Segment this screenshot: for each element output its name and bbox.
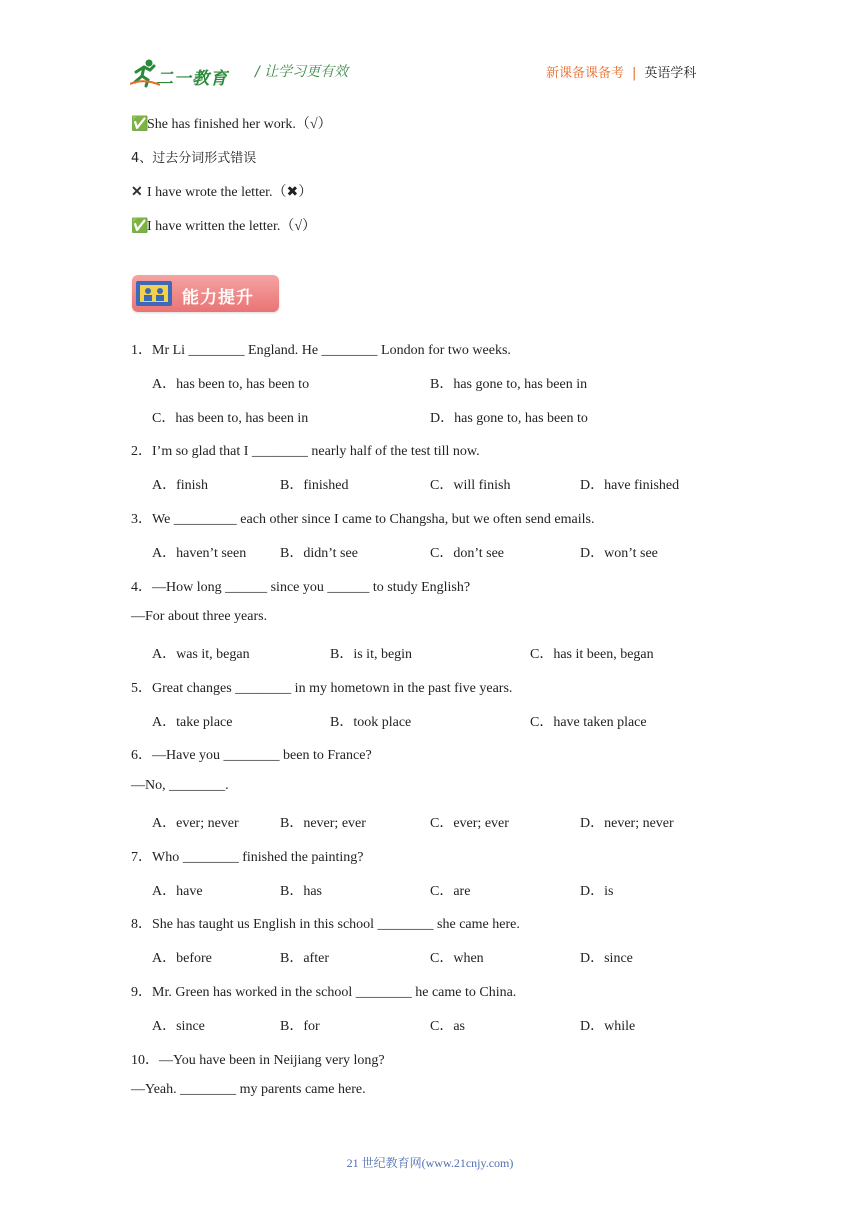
people-icon	[136, 281, 172, 306]
option: D．while	[580, 1019, 636, 1034]
question-9: 9．Mr. Green has worked in the school ________ he came to China.	[131, 985, 517, 1000]
option: D．have finished	[580, 478, 680, 493]
option: C．ever; ever	[430, 816, 509, 831]
option: A．has been to, has been to	[152, 377, 310, 392]
question-6: 6．—Have you ________ been to France?	[131, 748, 372, 763]
option: B．has	[280, 884, 322, 899]
option: A．take place	[152, 715, 233, 730]
option: C．don’t see	[430, 546, 505, 561]
question-5: 5．Great changes ________ in my hometown in the past five years.	[131, 681, 513, 696]
question-6-answer-line: —No, ________.	[131, 778, 229, 793]
option: D．since	[580, 951, 633, 966]
question-10-answer-line: —Yeah. ________ my parents came here.	[131, 1082, 366, 1097]
option: A．have	[152, 884, 203, 899]
question-10: 10．—You have been in Neijiang very long?	[131, 1053, 385, 1068]
header-subject-label: 英语学科	[644, 66, 697, 81]
option: A．ever; never	[152, 816, 239, 831]
question-3: 3．We _________ each other since I came to Changsha, but we often send emails.	[131, 512, 595, 527]
check-icon: ✅	[131, 219, 149, 234]
option: C．will finish	[430, 478, 511, 493]
correct-example-1	[131, 113, 332, 133]
header-separator: |	[632, 66, 637, 81]
option: C．has been to, has been in	[152, 411, 309, 426]
question-7: 7．Who ________ finished the painting?	[131, 850, 364, 865]
option: B．finished	[280, 478, 349, 493]
slogan: / 让学习更有效	[255, 64, 349, 80]
option: B．has gone to, has been in	[430, 377, 588, 392]
option: A．before	[152, 951, 212, 966]
wrong-example	[131, 181, 312, 201]
option: A．haven’t seen	[152, 546, 247, 561]
option: A．since	[152, 1019, 205, 1034]
logo-text: 二一教育	[156, 69, 228, 89]
cross-icon: ✕	[131, 185, 143, 200]
option: B．for	[280, 1019, 320, 1034]
option: C．as	[430, 1019, 465, 1034]
check-icon: ✅	[131, 117, 149, 132]
option: D．has gone to, has been to	[430, 411, 588, 426]
option: C．are	[430, 884, 471, 899]
example-text: She has finished her work.（√）	[147, 117, 332, 132]
option: B．is it, begin	[330, 647, 413, 662]
option: D．never; never	[580, 816, 674, 831]
question-4: 4．—How long ______ since you ______ to study English?	[131, 580, 471, 595]
option: C．have taken place	[530, 715, 647, 730]
logo	[130, 58, 255, 88]
option: D．is	[580, 884, 614, 899]
example-text: I have wrote the letter.（✖）	[147, 185, 313, 200]
option: A．was it, began	[152, 647, 250, 662]
question-4-answer-line: —For about three years.	[131, 609, 268, 624]
correct-example-2	[131, 215, 316, 235]
page-footer: 21 世纪教育网(www.21cnjy.com)	[346, 1156, 514, 1170]
section-banner	[132, 275, 279, 312]
section-heading-4: 4、过去分词形式错误	[131, 151, 257, 166]
option: B．after	[280, 951, 329, 966]
option: B．never; ever	[280, 816, 366, 831]
example-text: I have written the letter.（√）	[147, 219, 317, 234]
question-8: 8．She has taught us English in this school ________ she came here.	[131, 917, 520, 932]
option: B．didn’t see	[280, 546, 358, 561]
question-2: 2．I’m so glad that I ________ nearly half of the test till now.	[131, 444, 480, 459]
option: C．has it been, began	[530, 647, 654, 662]
banner-label: 能力提升	[182, 288, 254, 308]
option: D．won’t see	[580, 546, 658, 561]
question-1: 1．Mr Li ________ England. He ________ London for two weeks.	[131, 343, 511, 358]
option: B．took place	[330, 715, 412, 730]
header-course-label: 新课备课备考	[546, 66, 625, 81]
header-subject	[546, 62, 696, 81]
option: A．finish	[152, 478, 208, 493]
option: C．when	[430, 951, 484, 966]
